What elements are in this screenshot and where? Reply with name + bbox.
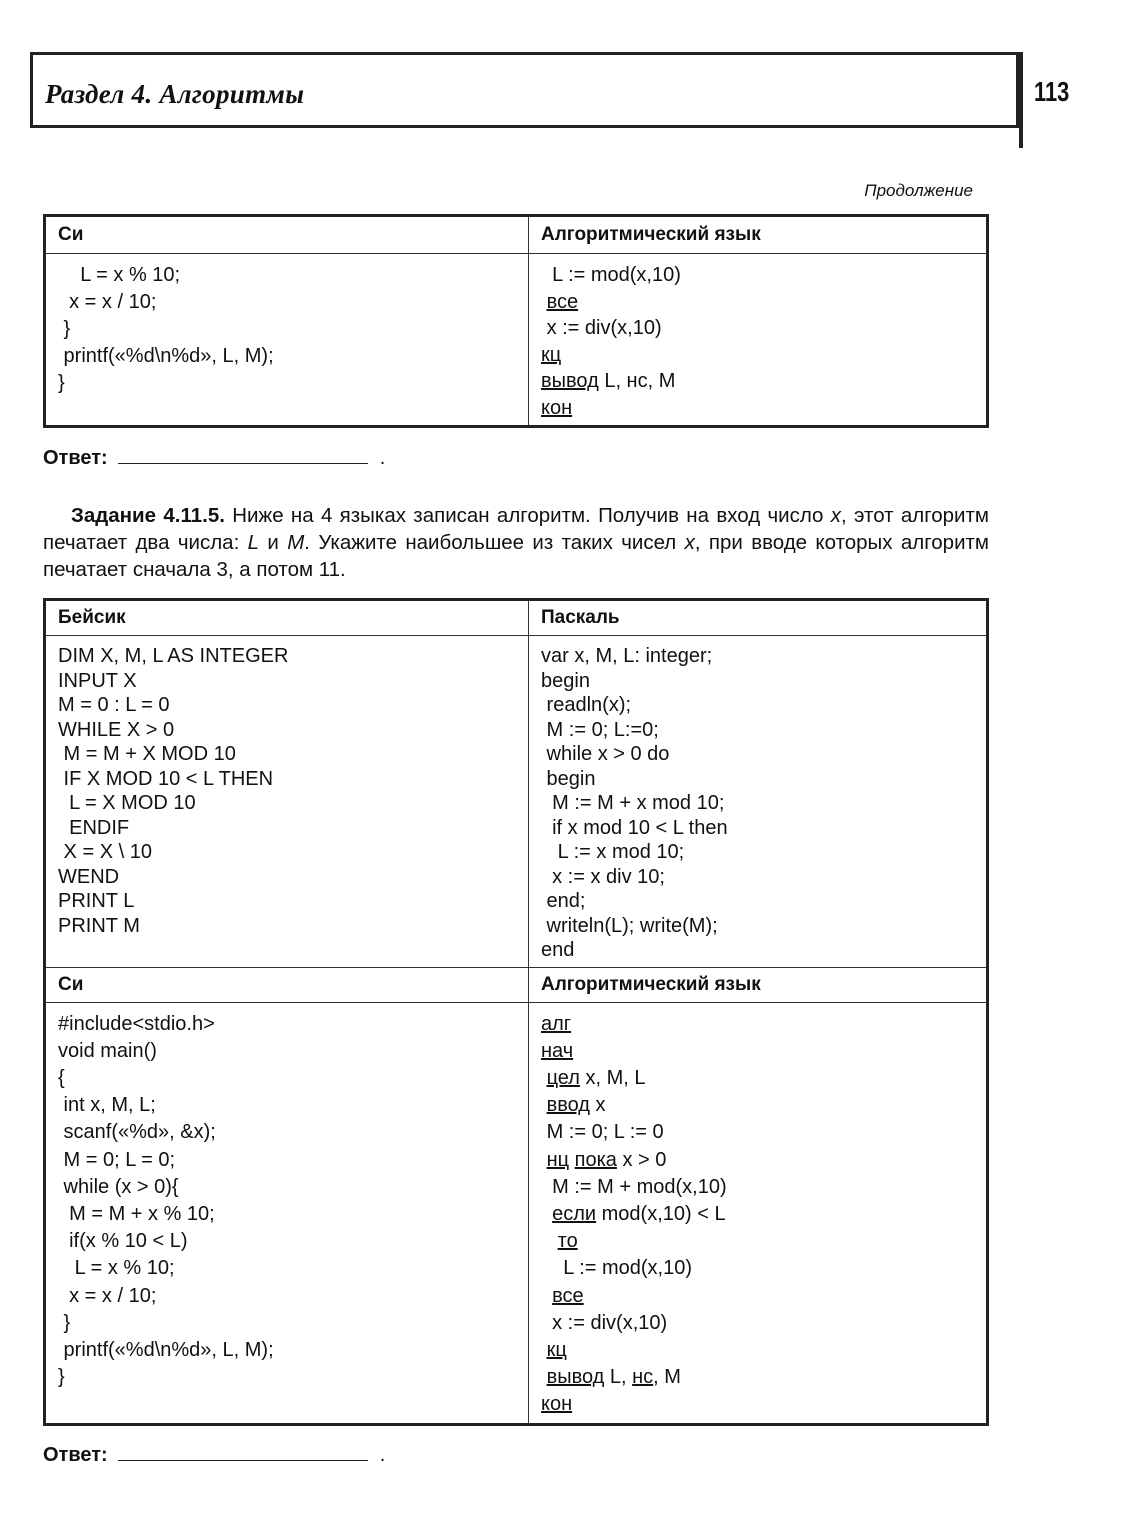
basic-code-cell [45,636,529,968]
task-text-c: и [259,531,288,554]
code-line: while x > 0 do [541,743,670,765]
code-line: var x, M, L: integer; [541,645,713,667]
code-line: DIM X, M, L AS INTEGER [58,645,289,667]
page-number: 113 [1034,76,1070,107]
code-line [541,1255,986,1282]
code-line: begin [541,767,596,790]
code-line [541,1011,986,1038]
c-code [46,1003,528,1396]
keyword: кц [541,343,562,366]
table1-alg-header: Алгоритмический язык [529,216,988,254]
keyword: все [546,290,579,313]
code-line [541,1038,986,1065]
answer-1 [43,447,385,470]
keyword: алг [541,1012,572,1035]
code-text: , M [653,1366,681,1389]
code-line: M = M + x % 10; [58,1202,215,1225]
keyword: вывод [541,370,599,392]
continued-label: Продолжение [864,181,973,200]
keyword: если [552,1202,597,1225]
c-header: Си [45,967,529,1002]
answer-2-field[interactable] [118,1460,368,1461]
code-line [541,1092,986,1119]
code-text: L := mod(x,10) [563,1257,692,1280]
code-text: mod(x,10) < L [596,1202,726,1225]
keyword: то [557,1230,578,1253]
code-line: L := x mod 10; [541,841,685,863]
task-var-m: M [287,531,305,554]
code-line [541,342,986,369]
keyword: цел [546,1066,580,1089]
code-line: } [58,1366,65,1389]
answer-1-label: Ответ: [43,447,108,469]
code-line: writeln(L); write(M); [541,914,718,937]
code-text: x, M, L [579,1066,646,1089]
table1-alg-code [529,254,986,425]
code-line [541,1147,986,1174]
code-line: M := 0; L:=0; [541,718,659,741]
task-text-b: , этот алгоритм печатает два числа: [43,504,989,554]
alg-code-cell [529,1002,988,1424]
code-text: L, нс, M [598,370,676,392]
code-line: if(x % 10 < L) [58,1230,188,1253]
code-text: x := div(x,10) [546,317,662,339]
keyword: нс [632,1366,654,1389]
pascal-header: Паскаль [529,600,988,636]
code-line: WHILE X > 0 [58,718,175,741]
answer-2 [43,1444,385,1467]
code-text: M := M + mod(x,10) [552,1175,727,1198]
alg-header: Алгоритмический язык [529,967,988,1002]
code-line: PRINT L [58,890,135,912]
answer-2-label: Ответ: [43,1444,108,1466]
task-text-d: . Укажите наибольшее из таких чисел [304,531,685,554]
pascal-code [529,636,986,967]
keyword: нач [541,1039,574,1062]
code-line: } [58,1311,71,1334]
code-line [541,395,986,422]
code-line: WEND [58,865,120,888]
code-line: { [58,1066,65,1089]
keyword: кон [541,1393,573,1416]
keyword: вывод [546,1366,605,1389]
code-line [541,368,986,395]
code-line: #include<stdio.h> [58,1012,215,1035]
code-line [541,315,986,342]
code-line [541,289,986,316]
c-code-cell [45,1002,529,1424]
answer-2-dot: . [379,1444,386,1466]
basic-header: Бейсик [45,600,529,636]
section-header [30,52,1020,128]
code-line: M := M + x mod 10; [541,792,725,814]
code-line: int x, M, L; [58,1094,156,1117]
table1-c-code-cell [45,254,529,427]
task-statement [43,502,989,583]
code-text: L := mod(x,10) [552,264,681,286]
keyword: кц [546,1338,567,1361]
code-line: L = X MOD 10 [58,792,196,814]
code-line [541,1174,986,1201]
code-line [541,1283,986,1310]
task-var-x: x [830,504,842,527]
code-table-continued [43,214,989,428]
code-line: INPUT X [58,669,137,692]
answer-1-dot: . [379,447,386,469]
code-line [541,1364,986,1391]
task-title: Задание 4.11.5. [71,504,225,527]
code-text: x := div(x,10) [552,1311,668,1334]
code-line: printf(«%d\n%d», L, M); [58,1338,274,1361]
table1-c-header: Си [45,216,529,254]
code-table-task [43,598,989,1426]
code-line [541,1391,986,1418]
code-line: L = x % 10; [58,1257,175,1280]
code-line: X = X \ 10 [58,841,152,863]
section-title: Раздел 4. Алгоритмы [45,79,305,109]
pascal-code-cell [529,636,988,968]
code-line: } [58,372,65,394]
table1-c-code [46,254,528,401]
code-line: begin [541,669,590,692]
code-line: M = 0 : L = 0 [58,694,170,716]
code-line: IF X MOD 10 < L THEN [58,767,274,790]
keyword: все [552,1284,584,1307]
task-text-e: , при вводе которых алгоритм печатает сначала 3, а потом 11. [43,531,990,581]
code-line: if x mod 10 < L then [541,816,728,839]
code-line: x := x div 10; [541,865,665,888]
keyword: ввод [546,1094,590,1117]
code-text: M := 0; L := 0 [546,1121,664,1144]
code-line [541,1119,986,1146]
table1-alg-code-cell [529,254,988,427]
code-line: L = x % 10; [58,264,181,286]
code-line: } [58,318,71,340]
code-line [541,1337,986,1364]
basic-code [46,636,528,942]
code-line: readln(x); [541,694,632,716]
code-text: x [589,1094,606,1117]
code-line: x = x / 10; [58,1284,157,1307]
code-line [541,1228,986,1255]
keyword: пока [574,1148,617,1171]
answer-1-field[interactable] [118,463,368,464]
code-line: printf(«%d\n%d», L, M); [58,345,274,367]
code-line: while (x > 0){ [58,1175,179,1198]
code-line: x = x / 10; [58,291,157,313]
task-var-x2: x [684,531,695,554]
task-var-l: L [247,531,260,554]
code-line: PRINT M [58,914,140,937]
code-line [541,262,986,289]
code-line: ENDIF [58,816,130,839]
code-text: L, [604,1366,633,1389]
code-line: M = M + X MOD 10 [58,743,236,765]
code-line [541,1065,986,1092]
keyword: нц [546,1148,570,1171]
alg-code [529,1003,986,1423]
task-text-a: Ниже на 4 языках записан алгоритм. Получив на вход число [224,504,831,527]
code-line: M = 0; L = 0; [58,1148,176,1171]
code-line [541,1310,986,1337]
code-line: void main() [58,1039,157,1062]
keyword: кон [541,396,573,419]
code-text: x > 0 [616,1148,667,1171]
header-divider [1019,52,1023,148]
code-line: scanf(«%d», &x); [58,1121,216,1144]
code-line: end [541,939,575,961]
code-line: end; [541,890,586,912]
code-line [541,1201,986,1228]
